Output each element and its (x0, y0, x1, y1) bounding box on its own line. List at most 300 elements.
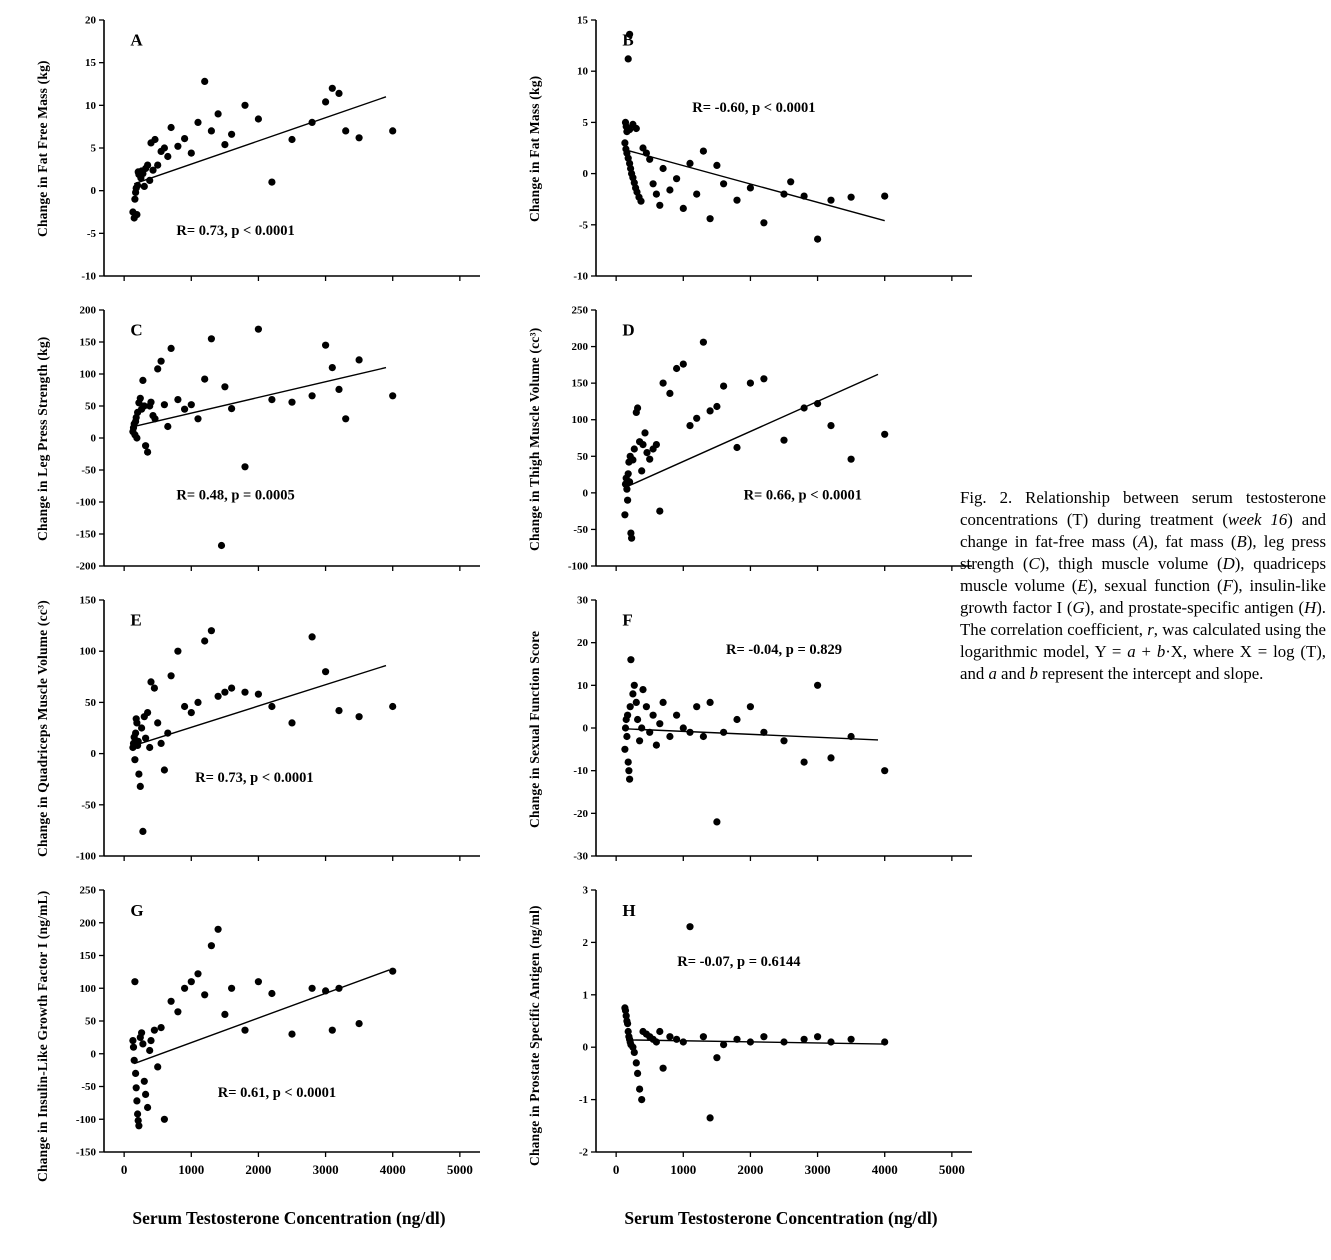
data-point (139, 1040, 146, 1047)
correlation-annotation: R= -0.04, p = 0.829 (725, 641, 843, 658)
data-point (221, 1011, 228, 1018)
y-tick-label: -5 (578, 219, 588, 232)
data-point (356, 356, 363, 363)
y-tick-label: 100 (571, 414, 588, 427)
y-tick-label: -10 (81, 270, 96, 283)
y-tick-label: 100 (79, 982, 96, 995)
y-tick-label: 0 (582, 1041, 588, 1054)
data-point (666, 390, 673, 397)
scatter-plot-D (550, 300, 980, 578)
y-axis-label-G: Change in Insulin-Like Growth Factor I (ng/mL) (35, 890, 50, 1182)
data-point (134, 182, 141, 189)
data-point (656, 202, 663, 209)
data-point (146, 177, 153, 184)
data-point (268, 990, 275, 997)
data-point (181, 406, 188, 413)
data-point (335, 985, 342, 992)
data-point (686, 729, 693, 736)
data-point (134, 1110, 141, 1117)
data-point (147, 678, 154, 685)
data-point (713, 818, 720, 825)
data-point (389, 703, 396, 710)
data-point (161, 1116, 168, 1123)
panel-D (520, 300, 1012, 578)
data-point (720, 180, 727, 187)
data-point (164, 153, 171, 160)
data-point (309, 392, 316, 399)
y-tick-label: -100 (567, 560, 588, 573)
correlation-annotation: R= -0.07, p = 0.6144 (677, 953, 801, 970)
y-tick-label: -1 (578, 1094, 588, 1107)
y-tick-label: -50 (81, 464, 96, 477)
data-point (747, 703, 754, 710)
panel-E (28, 590, 520, 868)
data-point (342, 415, 349, 422)
y-tick-label: -200 (75, 560, 96, 573)
data-point (133, 211, 140, 218)
data-point (827, 422, 834, 429)
data-point (633, 125, 640, 132)
data-point (881, 767, 888, 774)
data-point (624, 497, 631, 504)
data-point (638, 1096, 645, 1103)
data-point (646, 729, 653, 736)
data-point (158, 1024, 165, 1031)
y-tick-label: 10 (577, 679, 588, 692)
data-point (218, 542, 225, 549)
y-axis-label-A: Change in Fat Free Mass (kg) (35, 60, 50, 238)
data-point (801, 759, 808, 766)
data-point (132, 1070, 139, 1077)
y-tick-label: 250 (571, 304, 588, 317)
panel-H (520, 880, 1012, 1192)
data-point (268, 179, 275, 186)
y-tick-label: 3 (582, 884, 588, 897)
y-tick-label: 5 (90, 142, 96, 155)
y-tick-label: -2 (578, 1146, 588, 1159)
data-point (700, 148, 707, 155)
data-point (144, 709, 151, 716)
data-point (389, 968, 396, 975)
data-point (255, 115, 262, 122)
data-point (707, 407, 714, 414)
data-point (130, 1044, 137, 1051)
scatter-plot-A (58, 10, 488, 288)
data-point (322, 668, 329, 675)
data-point (624, 712, 631, 719)
x-tick-label: 4000 (379, 1162, 406, 1177)
data-point (660, 380, 667, 387)
panel-letter: H (622, 901, 636, 921)
data-point (638, 724, 645, 731)
data-point (634, 1070, 641, 1077)
data-point (141, 1078, 148, 1085)
data-point (760, 1033, 767, 1040)
data-point (181, 985, 188, 992)
data-point (686, 160, 693, 167)
data-point (161, 401, 168, 408)
data-point (188, 978, 195, 985)
data-point (693, 415, 700, 422)
data-point (181, 135, 188, 142)
data-point (309, 119, 316, 126)
data-point (623, 733, 630, 740)
y-tick-label: 15 (85, 57, 96, 70)
y-tick-label: 15 (577, 14, 588, 27)
y-tick-label: 50 (85, 400, 96, 413)
data-point (228, 131, 235, 138)
data-point (629, 690, 636, 697)
data-point (626, 776, 633, 783)
data-point (621, 139, 628, 146)
data-point (848, 1036, 855, 1043)
data-point (848, 456, 855, 463)
y-tick-label: 2 (582, 936, 588, 949)
data-point (827, 754, 834, 761)
data-point (848, 194, 855, 201)
data-point (174, 1008, 181, 1015)
data-point (636, 737, 643, 744)
data-point (650, 180, 657, 187)
data-point (215, 693, 222, 700)
y-tick-label: 100 (79, 368, 96, 381)
data-point (637, 198, 644, 205)
y-tick-label: 0 (582, 487, 588, 500)
data-point (660, 699, 667, 706)
data-point (650, 712, 657, 719)
y-tick-label: 20 (577, 637, 588, 650)
data-point (168, 998, 175, 1005)
y-tick-label: 0 (90, 185, 96, 198)
data-point (747, 1038, 754, 1045)
data-point (680, 361, 687, 368)
data-point (881, 1038, 888, 1045)
y-tick-label: 200 (571, 341, 588, 354)
data-point (241, 463, 248, 470)
data-point (653, 441, 660, 448)
scatter-canvas (58, 10, 488, 288)
y-tick-label: 10 (577, 65, 588, 78)
data-point (631, 1049, 638, 1056)
data-point (666, 186, 673, 193)
y-tick-label: 50 (85, 696, 96, 709)
data-point (680, 724, 687, 731)
data-point (288, 136, 295, 143)
y-tick-label: -100 (75, 850, 96, 863)
data-point (309, 985, 316, 992)
correlation-annotation: R= -0.60, p < 0.0001 (692, 100, 816, 117)
data-point (288, 719, 295, 726)
data-point (666, 1033, 673, 1040)
y-tick-label: -100 (75, 496, 96, 509)
x-axis-label-right: Serum Testosterone Concentration (ng/dl) (624, 1208, 938, 1228)
data-point (201, 637, 208, 644)
data-point (628, 535, 635, 542)
data-point (144, 449, 151, 456)
data-point (228, 405, 235, 412)
panel-letter: E (130, 610, 142, 630)
data-point (151, 415, 158, 422)
data-point (133, 1084, 140, 1091)
data-point (164, 730, 171, 737)
data-point (329, 364, 336, 371)
y-tick-label: -5 (86, 227, 96, 240)
data-point (322, 987, 329, 994)
data-point (643, 150, 650, 157)
data-point (131, 196, 138, 203)
data-point (673, 712, 680, 719)
plots-grid (28, 10, 1012, 1229)
data-point (158, 740, 165, 747)
data-point (141, 183, 148, 190)
data-point (147, 399, 154, 406)
data-point (801, 404, 808, 411)
y-tick-label: 20 (85, 14, 96, 27)
y-tick-label: 0 (582, 168, 588, 181)
data-point (135, 738, 142, 745)
data-point (138, 724, 145, 731)
y-axis-label-E: Change in Quadriceps Muscle Volume (cc³) (35, 600, 50, 858)
y-axis-label-B: Change in Fat Mass (kg) (527, 75, 542, 223)
data-point (700, 733, 707, 740)
data-point (309, 633, 316, 640)
y-tick-label: 1 (582, 989, 588, 1002)
y-tick-label: -50 (573, 523, 588, 536)
data-point (215, 926, 222, 933)
data-point (848, 733, 855, 740)
y-tick-label: 150 (79, 950, 96, 962)
data-point (154, 162, 161, 169)
data-point (639, 441, 646, 448)
y-tick-label: -10 (573, 765, 588, 778)
data-point (680, 1038, 687, 1045)
data-point (342, 127, 349, 134)
data-point (814, 236, 821, 243)
y-tick-label: -150 (75, 528, 96, 541)
data-point (221, 689, 228, 696)
y-tick-label: 50 (85, 1015, 96, 1028)
data-point (356, 713, 363, 720)
data-point (760, 729, 767, 736)
data-point (139, 828, 146, 835)
data-point (164, 423, 171, 430)
data-point (733, 716, 740, 723)
data-point (144, 162, 151, 169)
x-tick-label: 1000 (178, 1162, 205, 1177)
data-point (641, 429, 648, 436)
data-point (188, 401, 195, 408)
y-tick-label: 50 (577, 450, 588, 463)
data-point (188, 150, 195, 157)
data-point (146, 744, 153, 751)
scatter-plot-G (58, 880, 488, 1192)
data-point (255, 691, 262, 698)
y-axis-label-D: Change in Thigh Muscle Volume (cc³) (527, 327, 542, 551)
x-tick-label: 2000 (737, 1162, 764, 1177)
data-point (201, 78, 208, 85)
data-point (268, 396, 275, 403)
data-point (208, 942, 215, 949)
data-point (194, 699, 201, 706)
y-tick-label: -150 (75, 1146, 96, 1159)
data-point (131, 1057, 138, 1064)
data-point (174, 648, 181, 655)
data-point (133, 434, 140, 441)
data-point (194, 415, 201, 422)
data-point (161, 766, 168, 773)
data-point (621, 746, 628, 753)
y-tick-label: -10 (573, 270, 588, 283)
data-point (151, 685, 158, 692)
correlation-annotation: R= 0.61, p < 0.0001 (217, 1084, 337, 1101)
panel-letter: D (622, 320, 635, 340)
x-tick-label: 5000 (446, 1162, 473, 1177)
scatter-plot-E (58, 590, 488, 868)
data-point (146, 1047, 153, 1054)
data-point (138, 1029, 145, 1036)
data-point (881, 431, 888, 438)
regression-line (626, 374, 878, 487)
data-point (168, 672, 175, 679)
x-tick-label: 1000 (670, 1162, 697, 1177)
x-tick-label: 3000 (804, 1162, 831, 1177)
data-point (135, 1122, 142, 1129)
data-point (760, 219, 767, 226)
data-point (713, 162, 720, 169)
data-point (686, 923, 693, 930)
data-point (627, 656, 634, 663)
regression-line (134, 97, 386, 184)
data-point (356, 134, 363, 141)
data-point (707, 699, 714, 706)
y-axis-label-F: Change in Sexual Function Score (527, 630, 542, 828)
y-tick-label: 200 (79, 917, 96, 930)
y-tick-label: -100 (75, 1113, 96, 1126)
y-tick-label: 200 (79, 304, 96, 317)
data-point (356, 1020, 363, 1027)
data-point (194, 970, 201, 977)
data-point (188, 709, 195, 716)
data-point (142, 1091, 149, 1098)
data-point (389, 127, 396, 134)
correlation-annotation: R= 0.48, p = 0.0005 (176, 487, 295, 504)
data-point (814, 682, 821, 689)
data-point (881, 193, 888, 200)
data-point (624, 1020, 631, 1027)
y-tick-label: 100 (79, 645, 96, 658)
y-tick-label: -20 (573, 807, 588, 820)
y-tick-label: 10 (85, 99, 96, 112)
data-point (787, 178, 794, 185)
y-tick-label: 150 (79, 594, 96, 607)
data-point (168, 345, 175, 352)
scatter-canvas (58, 590, 488, 868)
regression-line (626, 1040, 885, 1044)
data-point (747, 380, 754, 387)
data-point (673, 1036, 680, 1043)
data-point (135, 771, 142, 778)
y-tick-label: -50 (81, 1081, 96, 1093)
panel-letter: F (622, 610, 633, 630)
y-tick-label: -50 (81, 799, 96, 812)
data-point (633, 699, 640, 706)
y-tick-label: 250 (79, 884, 96, 897)
panel-G (28, 880, 520, 1192)
data-point (622, 724, 629, 731)
regression-line (134, 970, 389, 1064)
scatter-plot-F (550, 590, 980, 868)
data-point (733, 197, 740, 204)
data-point (181, 703, 188, 710)
data-point (194, 119, 201, 126)
data-point (720, 1041, 727, 1048)
data-point (288, 399, 295, 406)
data-point (208, 127, 215, 134)
scatter-plot-H (550, 880, 980, 1192)
data-point (634, 716, 641, 723)
data-point (625, 470, 632, 477)
data-point (634, 404, 641, 411)
y-tick-label: 5 (582, 116, 588, 129)
data-point (255, 326, 262, 333)
y-tick-label: 0 (582, 722, 588, 735)
data-point (780, 191, 787, 198)
data-point (666, 733, 673, 740)
data-point (780, 1038, 787, 1045)
data-point (713, 403, 720, 410)
data-point (154, 719, 161, 726)
scatter-canvas (550, 880, 980, 1192)
data-point (713, 1054, 720, 1061)
panel-A (28, 10, 520, 288)
regression-line (626, 729, 878, 740)
data-point (389, 392, 396, 399)
scatter-plot-B (550, 10, 980, 288)
data-point (633, 1059, 640, 1066)
data-point (827, 197, 834, 204)
data-point (129, 1037, 136, 1044)
data-point (208, 627, 215, 634)
x-axis-label-left: Serum Testosterone Concentration (ng/dl) (132, 1208, 446, 1228)
data-point (137, 395, 144, 402)
data-point (707, 1114, 714, 1121)
data-point (221, 383, 228, 390)
data-point (660, 165, 667, 172)
data-point (626, 478, 633, 485)
data-point (241, 689, 248, 696)
data-point (208, 335, 215, 342)
data-point (693, 191, 700, 198)
data-point (142, 735, 149, 742)
data-point (131, 756, 138, 763)
data-point (131, 978, 138, 985)
data-point (733, 1036, 740, 1043)
data-point (228, 985, 235, 992)
data-point (154, 1063, 161, 1070)
data-point (621, 511, 628, 518)
data-point (174, 143, 181, 150)
scatter-canvas (550, 300, 980, 578)
data-point (168, 124, 175, 131)
data-point (201, 376, 208, 383)
data-point (322, 342, 329, 349)
data-point (814, 1033, 821, 1040)
data-point (161, 144, 168, 151)
data-point (335, 90, 342, 97)
data-point (144, 1104, 151, 1111)
data-point (643, 703, 650, 710)
x-tick-label: 3000 (312, 1162, 339, 1177)
